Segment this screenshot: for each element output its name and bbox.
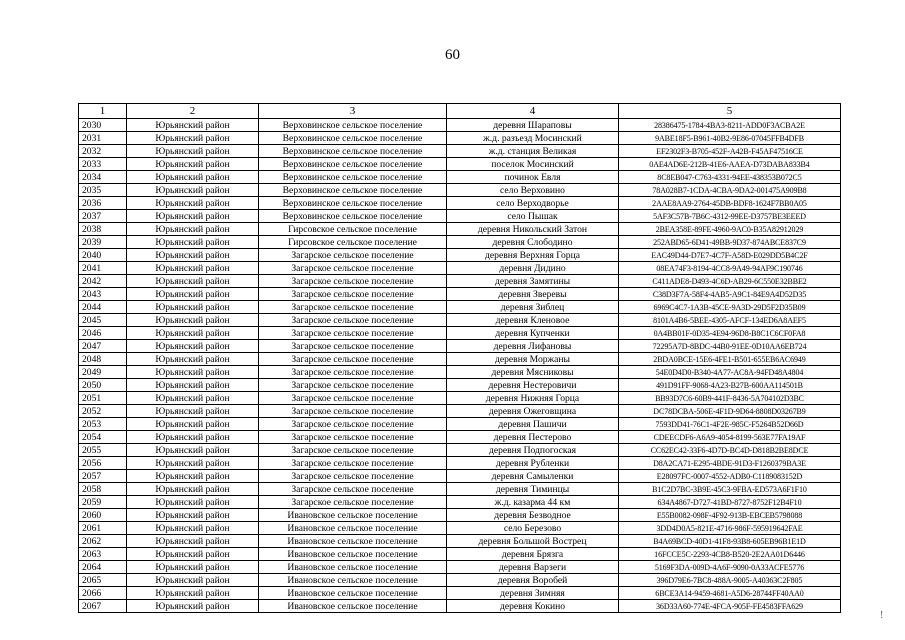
cell-row-number: 2060 bbox=[79, 509, 127, 522]
cell-row-number: 2058 bbox=[79, 483, 127, 496]
cell-settlement: Загарское сельское поселение bbox=[259, 431, 447, 444]
cell-settlement: Загарское сельское поселение bbox=[259, 405, 447, 418]
cell-row-number: 2067 bbox=[79, 600, 127, 613]
table-row bbox=[79, 353, 841, 366]
page-number: 60 bbox=[445, 47, 460, 63]
cell-locality: деревня Верхняя Горца bbox=[447, 249, 619, 262]
cell-guid: 7593DD41-76C1-4F2E-985C-F5264B52D66D bbox=[619, 418, 841, 431]
cell-row-number: 2045 bbox=[79, 314, 127, 327]
settlement-registry-table bbox=[78, 103, 841, 613]
cell-locality: деревня Тиминцы bbox=[447, 483, 619, 496]
cell-row-number: 2038 bbox=[79, 223, 127, 236]
cell-district: Юрьянский район bbox=[127, 444, 259, 457]
cell-district: Юрьянский район bbox=[127, 600, 259, 613]
table-row bbox=[79, 119, 841, 132]
cell-locality: деревня Нижняя Горца bbox=[447, 392, 619, 405]
table-row bbox=[79, 379, 841, 392]
table-row bbox=[79, 574, 841, 587]
cell-row-number: 2037 bbox=[79, 210, 127, 223]
cell-guid: 252ABD65-6D41-49BB-9D37-874ABCE837C9 bbox=[619, 236, 841, 249]
cell-guid: 2BDA0BCE-15E6-4FE1-B501-655EB6AC6949 bbox=[619, 353, 841, 366]
table-row bbox=[79, 548, 841, 561]
cell-district: Юрьянский район bbox=[127, 171, 259, 184]
cell-row-number: 2031 bbox=[79, 132, 127, 145]
cell-row-number: 2054 bbox=[79, 431, 127, 444]
table-row bbox=[79, 535, 841, 548]
cell-row-number: 2055 bbox=[79, 444, 127, 457]
cell-settlement: Загарское сельское поселение bbox=[259, 249, 447, 262]
cell-row-number: 2034 bbox=[79, 171, 127, 184]
table-row bbox=[79, 392, 841, 405]
cell-district: Юрьянский район bbox=[127, 197, 259, 210]
cell-district: Юрьянский район bbox=[127, 236, 259, 249]
table-row bbox=[79, 145, 841, 158]
table-row bbox=[79, 288, 841, 301]
table-row bbox=[79, 483, 841, 496]
cell-locality: деревня Варзеги bbox=[447, 561, 619, 574]
cell-district: Юрьянский район bbox=[127, 561, 259, 574]
column-header-4: 4 bbox=[447, 104, 619, 119]
cell-settlement: Загарское сельское поселение bbox=[259, 366, 447, 379]
cell-district: Юрьянский район bbox=[127, 340, 259, 353]
cell-locality: деревня Никольский Затон bbox=[447, 223, 619, 236]
cell-row-number: 2041 bbox=[79, 262, 127, 275]
cell-district: Юрьянский район bbox=[127, 249, 259, 262]
cell-settlement: Верховинское сельское поселение bbox=[259, 184, 447, 197]
cell-row-number: 2057 bbox=[79, 470, 127, 483]
cell-district: Юрьянский район bbox=[127, 314, 259, 327]
cell-settlement: Ивановское сельское поселение bbox=[259, 574, 447, 587]
cell-locality: деревня Мясниковы bbox=[447, 366, 619, 379]
table-row bbox=[79, 600, 841, 613]
cell-district: Юрьянский район bbox=[127, 379, 259, 392]
cell-guid: 36D33A60-774E-4FCA-905F-FE4583FFA629 bbox=[619, 600, 841, 613]
cell-guid: 2BEA358E-89FE-4960-9AC0-B35A82912029 bbox=[619, 223, 841, 236]
cell-guid: CDEECDF6-A6A9-4054-8199-563E77FA19AF bbox=[619, 431, 841, 444]
cell-locality: ж.д. казарма 44 км bbox=[447, 496, 619, 509]
cell-locality: деревня Зиблец bbox=[447, 301, 619, 314]
cell-locality: село Верходворье bbox=[447, 197, 619, 210]
cell-settlement: Загарское сельское поселение bbox=[259, 288, 447, 301]
cell-guid: 5AF3C57B-7B6C-4312-99EE-D3757BE3EEED bbox=[619, 210, 841, 223]
cell-district: Юрьянский район bbox=[127, 301, 259, 314]
table-row bbox=[79, 587, 841, 600]
cell-settlement: Верховинское сельское поселение bbox=[259, 145, 447, 158]
cell-settlement: Гирсовское сельское поселение bbox=[259, 223, 447, 236]
cell-guid: 0A4BB01F-0D35-4E94-96D8-B8C1C6CF0FA8 bbox=[619, 327, 841, 340]
cell-guid: 491D91FF-9068-4A23-B27B-600AA114501B bbox=[619, 379, 841, 392]
cell-guid: 9ABE18F5-B961-40B2-9E86-07045FFB4DFB bbox=[619, 132, 841, 145]
cell-district: Юрьянский район bbox=[127, 470, 259, 483]
cell-guid: 2AAE8AA9-2764-45DB-BDF8-1624F7BB0A05 bbox=[619, 197, 841, 210]
cell-settlement: Загарское сельское поселение bbox=[259, 470, 447, 483]
cell-locality: деревня Безводное bbox=[447, 509, 619, 522]
cell-settlement: Загарское сельское поселение bbox=[259, 275, 447, 288]
cell-row-number: 2039 bbox=[79, 236, 127, 249]
cell-settlement: Загарское сельское поселение bbox=[259, 327, 447, 340]
cell-guid: 16FCCE5C-2293-4CB8-B520-2E2AA01D6446 bbox=[619, 548, 841, 561]
table-row bbox=[79, 249, 841, 262]
cell-settlement: Загарское сельское поселение bbox=[259, 457, 447, 470]
table-row bbox=[79, 405, 841, 418]
cell-settlement: Гирсовское сельское поселение bbox=[259, 236, 447, 249]
column-header-1: 1 bbox=[79, 104, 127, 119]
cell-locality: деревня Самыленки bbox=[447, 470, 619, 483]
cell-row-number: 2059 bbox=[79, 496, 127, 509]
table-row bbox=[79, 327, 841, 340]
table-row bbox=[79, 470, 841, 483]
table-row bbox=[79, 314, 841, 327]
cell-settlement: Загарское сельское поселение bbox=[259, 353, 447, 366]
cell-guid: EF2302F3-B705-452F-A42B-F45AF47516CE bbox=[619, 145, 841, 158]
column-header-5: 5 bbox=[619, 104, 841, 119]
table-row bbox=[79, 444, 841, 457]
cell-district: Юрьянский район bbox=[127, 405, 259, 418]
cell-district: Юрьянский район bbox=[127, 132, 259, 145]
cell-district: Юрьянский район bbox=[127, 522, 259, 535]
cell-settlement: Загарское сельское поселение bbox=[259, 444, 447, 457]
table-row bbox=[79, 275, 841, 288]
cell-row-number: 2048 bbox=[79, 353, 127, 366]
cell-settlement: Верховинское сельское поселение bbox=[259, 132, 447, 145]
table-row bbox=[79, 366, 841, 379]
corner-mark: ! bbox=[880, 610, 884, 621]
cell-guid: 6969C4C7-1A3B-45CE-9A3D-29D5F2D35B09 bbox=[619, 301, 841, 314]
cell-settlement: Загарское сельское поселение bbox=[259, 314, 447, 327]
cell-row-number: 2046 bbox=[79, 327, 127, 340]
cell-row-number: 2032 bbox=[79, 145, 127, 158]
cell-guid: CC62EC42-33F6-4D7D-BC4D-D818B2BE8DCE bbox=[619, 444, 841, 457]
cell-district: Юрьянский район bbox=[127, 548, 259, 561]
cell-settlement: Ивановское сельское поселение bbox=[259, 600, 447, 613]
cell-guid: B4A69BCD-40D1-41F8-93B8-605EB96B1E1D bbox=[619, 535, 841, 548]
cell-guid: D8A2CA71-E295-4BDE-91D3-F1260379BA3E bbox=[619, 457, 841, 470]
cell-district: Юрьянский район bbox=[127, 496, 259, 509]
cell-guid: 6BCE3A14-9459-4681-A5D6-28744FF40AA0 bbox=[619, 587, 841, 600]
cell-row-number: 2044 bbox=[79, 301, 127, 314]
cell-guid: 78A028B7-1CDA-4CBA-9DA2-001475A909B8 bbox=[619, 184, 841, 197]
cell-settlement: Верховинское сельское поселение bbox=[259, 197, 447, 210]
cell-locality: деревня Кокино bbox=[447, 600, 619, 613]
cell-settlement: Верховинское сельское поселение bbox=[259, 158, 447, 171]
cell-guid: C411ADE8-D493-4C6D-AB29-6C550E32BBE2 bbox=[619, 275, 841, 288]
cell-settlement: Ивановское сельское поселение bbox=[259, 548, 447, 561]
cell-district: Юрьянский район bbox=[127, 587, 259, 600]
cell-district: Юрьянский район bbox=[127, 262, 259, 275]
column-header-3: 3 bbox=[259, 104, 447, 119]
table-row bbox=[79, 418, 841, 431]
cell-guid: BB93D7C6-60B9-441F-8436-5A704102D3BC bbox=[619, 392, 841, 405]
cell-settlement: Ивановское сельское поселение bbox=[259, 522, 447, 535]
cell-settlement: Ивановское сельское поселение bbox=[259, 535, 447, 548]
cell-locality: деревня Зверевы bbox=[447, 288, 619, 301]
cell-locality: село Березово bbox=[447, 522, 619, 535]
cell-guid: 08EA74F3-8194-4CC8-9A49-94AF9C190746 bbox=[619, 262, 841, 275]
cell-district: Юрьянский район bbox=[127, 223, 259, 236]
cell-district: Юрьянский район bbox=[127, 392, 259, 405]
cell-locality: деревня Нестеровичи bbox=[447, 379, 619, 392]
cell-locality: деревня Брязга bbox=[447, 548, 619, 561]
cell-row-number: 2066 bbox=[79, 587, 127, 600]
cell-guid: 0AE4AD6E-212B-41E6-AAEA-D73DABA833B4 bbox=[619, 158, 841, 171]
cell-settlement: Верховинское сельское поселение bbox=[259, 171, 447, 184]
cell-guid: 28386475-1784-4BA3-8211-ADD0F3ACBA2E bbox=[619, 119, 841, 132]
cell-district: Юрьянский район bbox=[127, 119, 259, 132]
cell-locality: село Верховино bbox=[447, 184, 619, 197]
table-row bbox=[79, 431, 841, 444]
cell-district: Юрьянский район bbox=[127, 366, 259, 379]
cell-locality: деревня Ожеговщина bbox=[447, 405, 619, 418]
table-header-row bbox=[79, 104, 841, 119]
table-row bbox=[79, 210, 841, 223]
cell-guid: E55B0082-098F-4F92-913B-EBCEB5798088 bbox=[619, 509, 841, 522]
cell-locality: ж.д. разъезд Мосинский bbox=[447, 132, 619, 145]
cell-locality: деревня Лифановы bbox=[447, 340, 619, 353]
table-row bbox=[79, 197, 841, 210]
cell-row-number: 2035 bbox=[79, 184, 127, 197]
cell-district: Юрьянский район bbox=[127, 210, 259, 223]
cell-row-number: 2061 bbox=[79, 522, 127, 535]
cell-locality: деревня Замятины bbox=[447, 275, 619, 288]
table-row bbox=[79, 171, 841, 184]
cell-guid: 54E0D4D0-B340-4A77-AC8A-94FD48A4804 bbox=[619, 366, 841, 379]
cell-row-number: 2047 bbox=[79, 340, 127, 353]
cell-district: Юрьянский район bbox=[127, 275, 259, 288]
table-row bbox=[79, 496, 841, 509]
cell-row-number: 2051 bbox=[79, 392, 127, 405]
table-row bbox=[79, 301, 841, 314]
cell-settlement: Загарское сельское поселение bbox=[259, 262, 447, 275]
cell-district: Юрьянский район bbox=[127, 431, 259, 444]
cell-district: Юрьянский район bbox=[127, 184, 259, 197]
cell-settlement: Загарское сельское поселение bbox=[259, 496, 447, 509]
cell-guid: 5169F3DA-009D-4A6F-9090-0A33ACFE5776 bbox=[619, 561, 841, 574]
cell-guid: 396D79E6-7BC8-488A-9005-A40363C2F805 bbox=[619, 574, 841, 587]
cell-guid: 634A4867-D727-41BD-8727-8752F12B4F10 bbox=[619, 496, 841, 509]
cell-locality: деревня Пестерово bbox=[447, 431, 619, 444]
cell-district: Юрьянский район bbox=[127, 457, 259, 470]
table-row bbox=[79, 223, 841, 236]
cell-locality: деревня Моржаны bbox=[447, 353, 619, 366]
cell-district: Юрьянский район bbox=[127, 535, 259, 548]
cell-locality: починок Евля bbox=[447, 171, 619, 184]
cell-row-number: 2049 bbox=[79, 366, 127, 379]
cell-settlement: Верховинское сельское поселение bbox=[259, 119, 447, 132]
table-row bbox=[79, 340, 841, 353]
table-row bbox=[79, 509, 841, 522]
cell-guid: 72295A7D-8BDC-44B0-91EE-0D10AA6EB724 bbox=[619, 340, 841, 353]
cell-district: Юрьянский район bbox=[127, 574, 259, 587]
cell-locality: деревня Дидино bbox=[447, 262, 619, 275]
cell-row-number: 2063 bbox=[79, 548, 127, 561]
cell-row-number: 2053 bbox=[79, 418, 127, 431]
table-body bbox=[79, 119, 841, 613]
cell-row-number: 2036 bbox=[79, 197, 127, 210]
cell-guid: EAC49D44-D7E7-4C7F-A58D-E029DD5B4C2F bbox=[619, 249, 841, 262]
cell-settlement: Загарское сельское поселение bbox=[259, 301, 447, 314]
cell-row-number: 2042 bbox=[79, 275, 127, 288]
cell-row-number: 2056 bbox=[79, 457, 127, 470]
cell-row-number: 2040 bbox=[79, 249, 127, 262]
cell-locality: деревня Зимняя bbox=[447, 587, 619, 600]
cell-district: Юрьянский район bbox=[127, 158, 259, 171]
cell-district: Юрьянский район bbox=[127, 145, 259, 158]
cell-row-number: 2062 bbox=[79, 535, 127, 548]
cell-locality: деревня Подпогоская bbox=[447, 444, 619, 457]
cell-guid: B1C2D7BC-3B9E-45C3-9FBA-ED573A6F1F10 bbox=[619, 483, 841, 496]
table-row bbox=[79, 561, 841, 574]
table-row bbox=[79, 184, 841, 197]
cell-settlement: Загарское сельское поселение bbox=[259, 418, 447, 431]
cell-locality: деревня Слободино bbox=[447, 236, 619, 249]
cell-locality: деревня Большой Вострец bbox=[447, 535, 619, 548]
cell-settlement: Ивановское сельское поселение bbox=[259, 509, 447, 522]
table-row bbox=[79, 236, 841, 249]
cell-district: Юрьянский район bbox=[127, 509, 259, 522]
cell-locality: деревня Кленовое bbox=[447, 314, 619, 327]
cell-locality: деревня Шараповы bbox=[447, 119, 619, 132]
table-row bbox=[79, 457, 841, 470]
cell-district: Юрьянский район bbox=[127, 288, 259, 301]
cell-settlement: Загарское сельское поселение bbox=[259, 483, 447, 496]
cell-district: Юрьянский район bbox=[127, 418, 259, 431]
cell-locality: деревня Воробей bbox=[447, 574, 619, 587]
cell-settlement: Загарское сельское поселение bbox=[259, 392, 447, 405]
cell-guid: E28097FC-0007-4552-ADB0-C1189083152D bbox=[619, 470, 841, 483]
cell-district: Юрьянский район bbox=[127, 327, 259, 340]
cell-locality: ж.д. станция Великая bbox=[447, 145, 619, 158]
cell-row-number: 2030 bbox=[79, 119, 127, 132]
cell-district: Юрьянский район bbox=[127, 483, 259, 496]
cell-guid: DC78DCBA-506E-4F1D-9D64-8808D03267B9 bbox=[619, 405, 841, 418]
table-row bbox=[79, 158, 841, 171]
cell-row-number: 2033 bbox=[79, 158, 127, 171]
cell-locality: деревня Купченки bbox=[447, 327, 619, 340]
column-header-2: 2 bbox=[127, 104, 259, 119]
cell-row-number: 2043 bbox=[79, 288, 127, 301]
cell-settlement: Ивановское сельское поселение bbox=[259, 587, 447, 600]
cell-row-number: 2052 bbox=[79, 405, 127, 418]
cell-locality: деревня Пашичи bbox=[447, 418, 619, 431]
cell-settlement: Загарское сельское поселение bbox=[259, 379, 447, 392]
table-row bbox=[79, 262, 841, 275]
table-row bbox=[79, 522, 841, 535]
cell-settlement: Ивановское сельское поселение bbox=[259, 561, 447, 574]
cell-district: Юрьянский район bbox=[127, 353, 259, 366]
cell-locality: деревня Рубленки bbox=[447, 457, 619, 470]
table-row bbox=[79, 132, 841, 145]
cell-settlement: Загарское сельское поселение bbox=[259, 340, 447, 353]
cell-settlement: Верховинское сельское поселение bbox=[259, 210, 447, 223]
cell-row-number: 2050 bbox=[79, 379, 127, 392]
cell-guid: C38D3F7A-58F4-4AB5-A9C1-84E9A4D52D35 bbox=[619, 288, 841, 301]
cell-locality: поселок Мосинский bbox=[447, 158, 619, 171]
cell-row-number: 2065 bbox=[79, 574, 127, 587]
cell-locality: село Пышак bbox=[447, 210, 619, 223]
cell-guid: 3DD4D0A5-821E-4716-986F-595919642FAE bbox=[619, 522, 841, 535]
cell-guid: 8101A4B6-5BEE-4305-AFCF-134ED6A8AEF5 bbox=[619, 314, 841, 327]
cell-guid: 8C8EB047-C763-4331-94EE-438353B072C5 bbox=[619, 171, 841, 184]
cell-row-number: 2064 bbox=[79, 561, 127, 574]
